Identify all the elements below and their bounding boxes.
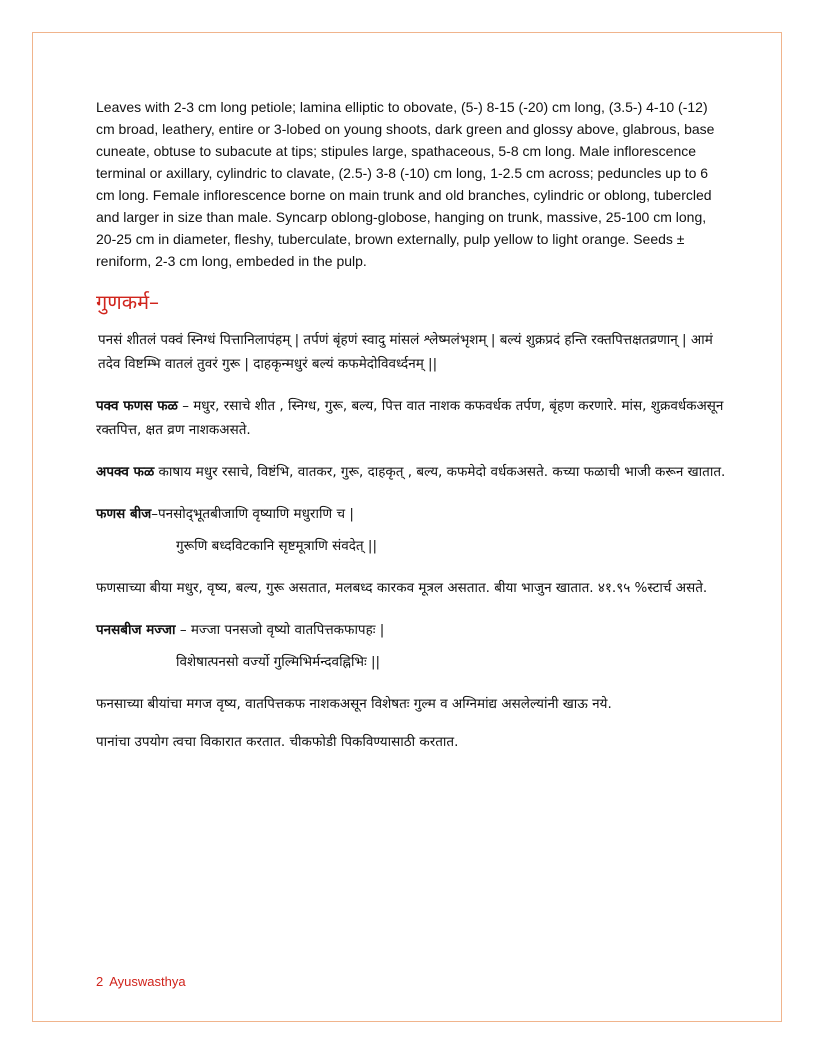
seed-marrow-title: पनसबीज मज्जा — [96, 622, 176, 638]
seed-marrow-paragraph: फनसाच्या बीयांचा मगज वृष्य, वातपित्तकफ नाशकअसून विशेषतः गुल्म व अग्निमांद्य असलेल्यांनी खाऊ नये. — [96, 696, 612, 712]
unripe-fruit-title: अपक्व फळ — [96, 464, 155, 480]
section-heading: गुणकर्म– — [96, 290, 160, 314]
page-footer — [96, 974, 186, 989]
seed-marrow-verse-line1-text: – मज्जा पनसजो वृष्यो वातपित्तकफापहः | — [175, 622, 385, 638]
footer-label: Ayuswasthya — [109, 974, 186, 989]
leaves-paragraph: पानांचा उपयोग त्वचा विकारात करतात. चीकफोडी पिकविण्यासाठी करतात. — [96, 734, 459, 750]
seed-marrow-verse-line2: विशेषात्पनसो वर्ज्यो गुल्मिभिर्मन्दवह्निभिः || — [176, 654, 381, 670]
seed-verse-line2: गुरूणि बध्दविटकानि सृष्टमूत्राणि संवदेत् || — [176, 538, 378, 554]
main-verse: पनसं शीतलं पक्वं स्निग्धं पित्तानिलापंहम् | तर्पणं बृंहणं स्वादु मांसलं श्लेष्मलंभृशम् | बल्यं शुक्रप्रदं हन्ति रक्तपित्तक्षतव्रणान् | आमं तदेव विष्टम्भि वातलं तुवरं गुरू | दाहकृन्मधुरं बल्यं कफमेदोविवर्ध्दनम् || — [98, 332, 713, 372]
seed-paragraph: फणसाच्या बीया मधुर, वृष्य, बल्य, गुरू असतात, मलबध्द कारकव मूत्रल असतात. बीया भाजुन खातात. ४१.९५ %स्टार्च असते. — [96, 580, 708, 596]
seed-verse-line1 — [96, 502, 728, 526]
unripe-fruit-text: काषाय मधुर रसाचे, विष्टंभि, वातकर, गुरू, दाहकृत् , बल्य, कफमेदो वर्धकअसते. कच्या फळाची भाजी करून खातात. — [154, 464, 726, 480]
page-number: 2 — [96, 974, 104, 989]
ripe-fruit-title: पक्व फणस फळ — [96, 398, 178, 414]
page-content — [96, 96, 728, 754]
seed-marrow-verse-line1 — [96, 618, 728, 642]
ripe-fruit-text: – मधुर, रसाचे शीत , स्निग्ध, गुरू, बल्य, पित्त वात नाशक कफवर्धक तर्पण, बृंहण करणारे. मांस, शुक्रवर्धकअसून रक्तपित्त, क्षत व्रण नाशकअसते. — [96, 398, 724, 438]
seed-title: फणस बीज — [96, 506, 152, 522]
ripe-fruit-paragraph — [96, 394, 728, 442]
seed-verse-line1-text: –पनसोद्‍भूतबीजाणि वृष्याणि मधुराणि च | — [151, 506, 354, 522]
unripe-fruit-paragraph — [96, 460, 728, 484]
botanical-description: Leaves with 2-3 cm long petiole; lamina elliptic to obovate, (5-) 8-15 (-20) cm long, (3.5-) 4-10 (-12) cm broad, leathery, entire or 3-lobed on young shoots, dark green and glossy above, glabrous, base cuneate, obtuse to subacute at tips; stipules large, spathaceous, 5-8 cm long. Male inflorescence terminal or axillary, cylindric to clavate, (2.5-) 3-8 (-10) cm long, 1-2.5 cm across; peduncles up to 6 cm long. Female inflorescence borne on main trunk and old branches, cylindric or oblong, tubercled and larger in size than male. Syncarp oblong-globose, hanging on trunk, massive, 25-100 cm long, 20-25 cm in diameter, fleshy, tuberculate, brown externally, pulp yellow to light orange. Seeds ± reniform, 2-3 cm long, embeded in the pulp. — [96, 99, 715, 269]
